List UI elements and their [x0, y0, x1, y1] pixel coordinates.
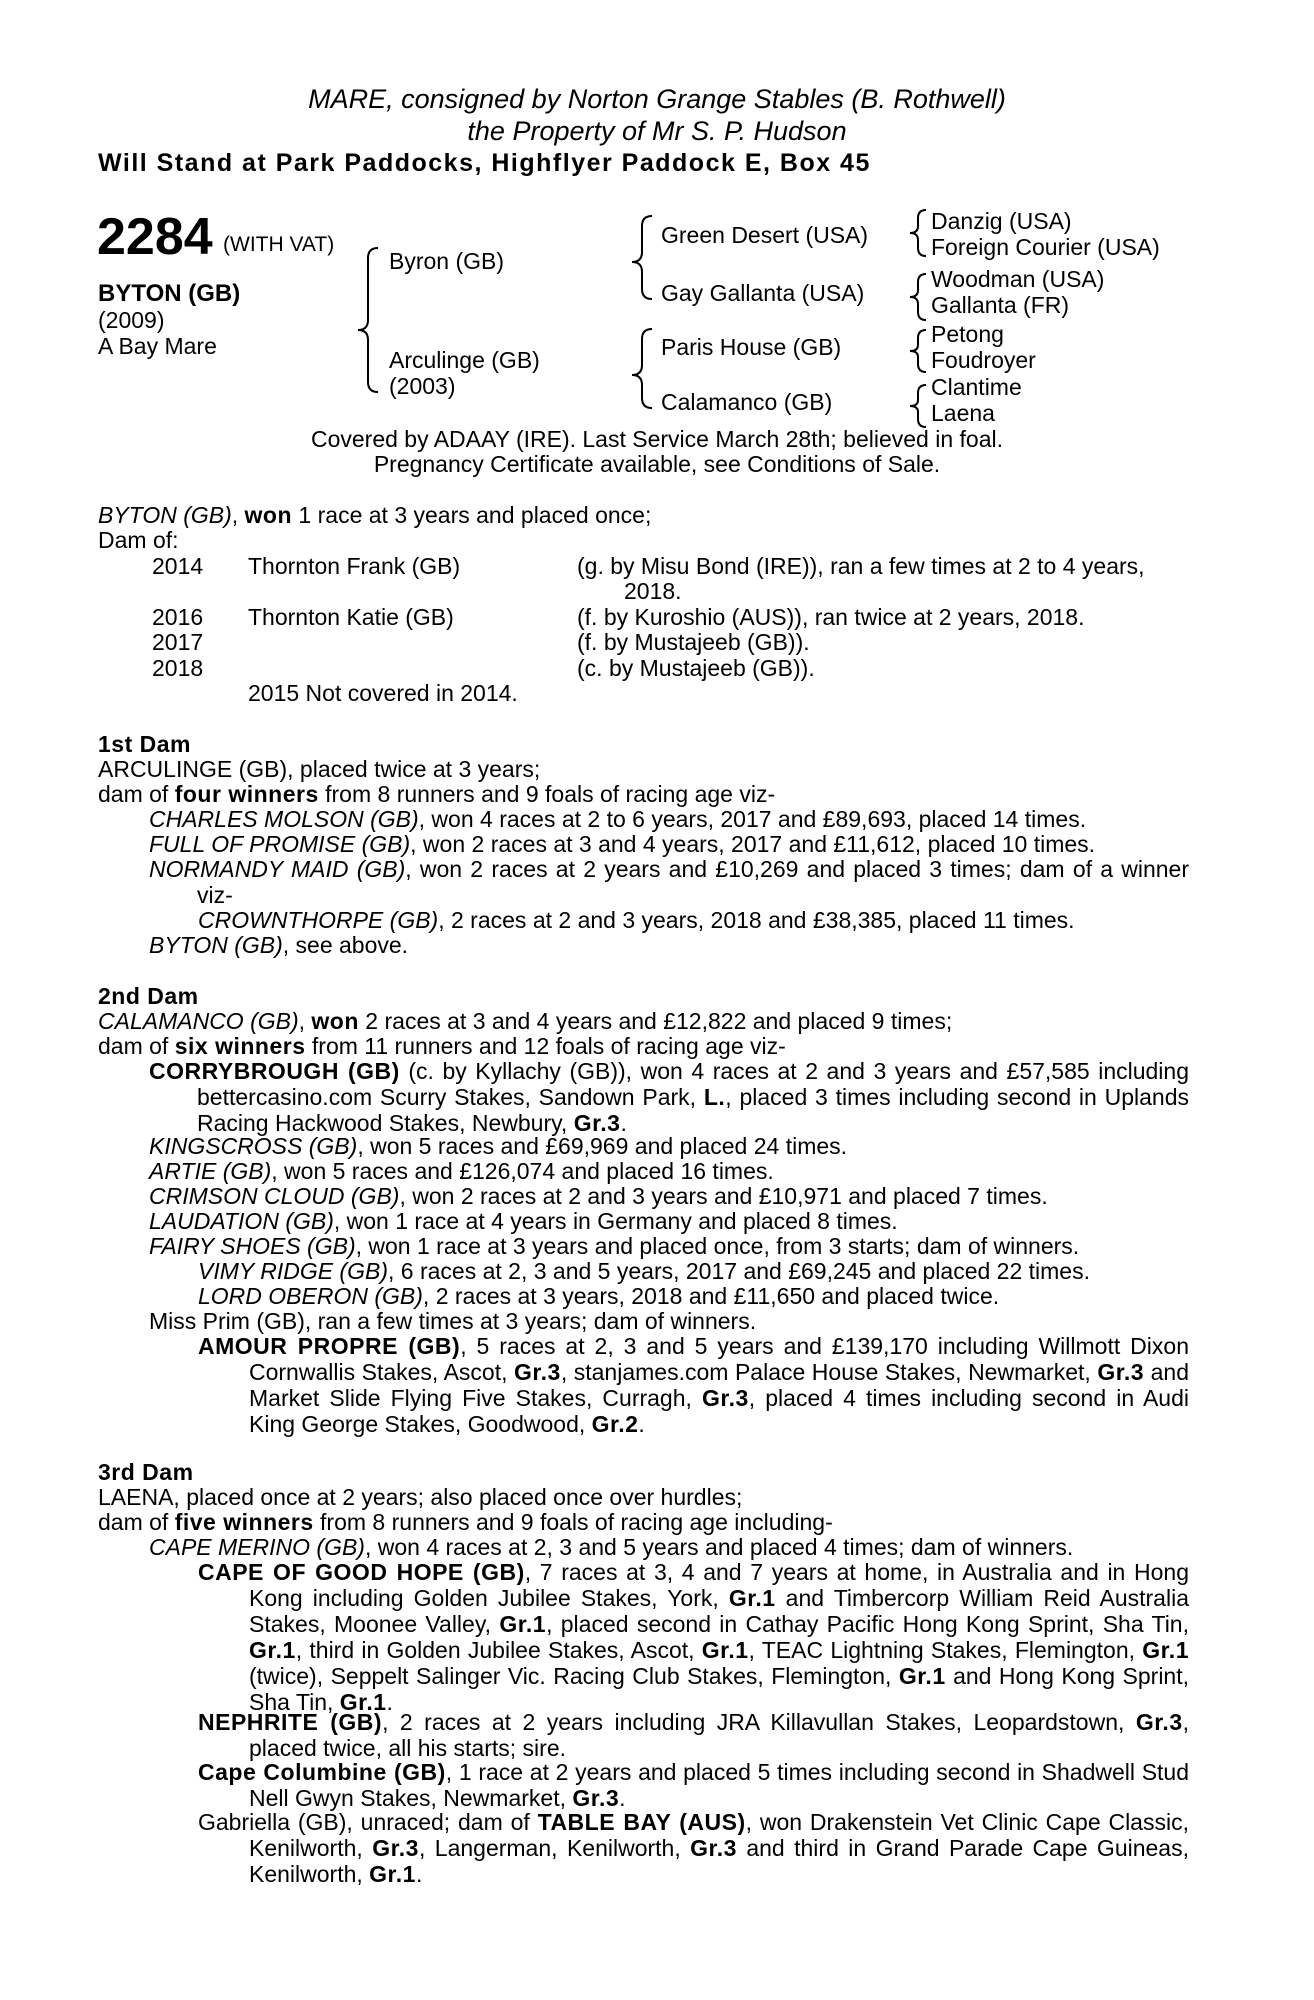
- horse-name: TABLE BAY (AUS): [537, 1809, 746, 1835]
- grade: Gr.1: [728, 1585, 776, 1611]
- second-dam-heading: 2nd Dam: [98, 983, 199, 1009]
- header-line-1: MARE, consigned by Norton Grange Stables (B. Rothwell): [308, 84, 1006, 114]
- produce-detail: (f. by Mustajeeb (GB)).: [577, 629, 810, 655]
- pedigree-dam-dam: Calamanco (GB): [661, 389, 833, 415]
- pedigree-sire-sire: Green Desert (USA): [661, 222, 869, 248]
- horse-name: KINGSCROSS (GB): [149, 1133, 358, 1159]
- text: and third in Grand Parade Cape Guineas, Kenilworth,: [249, 1835, 1189, 1887]
- second-dam-entry: [198, 1258, 1090, 1284]
- pedigree-ssd: Foreign Courier (USA): [931, 234, 1160, 260]
- horse-name: CALAMANCO (GB): [98, 1008, 299, 1034]
- first-dam-heading: 1st Dam: [98, 731, 191, 757]
- grade: Gr.3: [514, 1359, 561, 1385]
- grade: Gr.3: [702, 1385, 749, 1411]
- text: dam of: [98, 781, 175, 807]
- horse-name: BYTON (GB): [149, 932, 283, 958]
- horse-name: CHARLES MOLSON (GB): [149, 806, 419, 832]
- third-dam-heading: 3rd Dam: [98, 1459, 194, 1485]
- text: , 5 races at 2, 3 and 5 years and £139,170 including Willmott Dixon Cornwallis Stakes, Ascot,: [249, 1333, 1189, 1385]
- horse-name: ARTIE (GB): [149, 1158, 272, 1184]
- header-line-3: Will Stand at Park Paddocks, Highflyer Paddock E, Box 45: [98, 149, 871, 177]
- produce-year: 2014: [152, 553, 204, 579]
- grade: Gr.3: [573, 1110, 621, 1136]
- text: , placed 3 times including second in Uplands Racing Hackwood Stakes, Newbury,: [197, 1084, 1189, 1136]
- text: , won 1 race at 3 years and placed once, from 3 starts; dam of winners.: [355, 1233, 1080, 1259]
- lot-vat: (WITH VAT): [223, 233, 335, 256]
- text: , Langerman, Kenilworth,: [418, 1835, 691, 1861]
- won-label: won: [311, 1008, 359, 1034]
- horse-name: CROWNTHORPE (GB): [198, 907, 439, 933]
- text: , 2 races at 2 and 3 years, 2018 and £38,385, placed 11 times.: [438, 907, 1075, 933]
- horse-name: VIMY RIDGE (GB): [198, 1258, 388, 1284]
- text: .: [638, 1411, 645, 1437]
- third-dam-entry: [198, 1559, 1189, 1715]
- text: ,: [298, 1008, 312, 1034]
- horse-name: AMOUR PROPRE (GB): [198, 1333, 461, 1359]
- text: , placed twice, all his starts; sire.: [249, 1709, 1190, 1761]
- winners-count: six winners: [174, 1033, 306, 1059]
- horse-name: NEPHRITE (GB): [198, 1709, 383, 1735]
- produce-year: 2017: [152, 629, 204, 655]
- text: from 8 runners and 9 foals of racing age including-: [313, 1509, 833, 1535]
- text: , see above.: [282, 932, 409, 958]
- pedigree-sds: Woodman (USA): [931, 266, 1105, 292]
- record-line: BYTON (GB), won 1 race at 3 years and placed once;: [98, 502, 652, 528]
- third-dam-entry: [198, 1809, 1189, 1887]
- text: 2 races at 3 and 4 years and £12,822 and placed 9 times;: [358, 1008, 953, 1034]
- first-dam-entry: [149, 856, 1189, 908]
- text: , third in Golden Jubilee Stakes, Ascot,: [295, 1637, 702, 1663]
- grade: Gr.1: [701, 1637, 749, 1663]
- third-dam-entry: [149, 1534, 1073, 1560]
- second-dam-entry: [149, 1208, 898, 1234]
- grade: Gr.1: [499, 1611, 547, 1637]
- grade: Gr.1: [249, 1637, 296, 1663]
- text: (twice), Seppelt Salinger Vic. Racing Club Stakes, Flemington,: [249, 1663, 899, 1689]
- text: , 2 races at 2 years including JRA Killavullan Stakes, Leopardstown,: [382, 1709, 1136, 1735]
- first-dam-entry: [149, 831, 1095, 857]
- horse-name: LORD OBERON (GB): [198, 1283, 423, 1309]
- covered-line-2: Pregnancy Certificate available, see Conditions of Sale.: [373, 451, 941, 477]
- pedigree-ddd: Laena: [931, 400, 995, 426]
- produce-year: 2018: [152, 655, 204, 681]
- text: dam of: [98, 1509, 175, 1535]
- text: .: [620, 1110, 627, 1136]
- pedigree-sss: Danzig (USA): [931, 208, 1072, 234]
- text: , won 5 races and £69,969 and placed 24 times.: [357, 1133, 848, 1159]
- record-won: won: [244, 502, 293, 528]
- produce-detail: (g. by Misu Bond (IRE)), ran a few times at 2 to 4 years,: [577, 553, 1145, 579]
- grade: Gr.3: [1135, 1709, 1183, 1735]
- text: , won 2 races at 2 years and £10,269 and placed 3 times; dam of a winner viz-: [197, 856, 1189, 908]
- produce-name: Thornton Katie (GB): [248, 604, 454, 630]
- text: from 8 runners and 9 foals of racing age viz-: [318, 781, 776, 807]
- second-dam-line-1: [98, 1008, 952, 1034]
- text: (c. by Kyllachy (GB)), won 4 races at 2 and 3 years and £57,585 including bettercasino.com Scurry Stakes, Sandown Park,: [197, 1058, 1189, 1110]
- text: dam of: [98, 1033, 175, 1059]
- text: , 1 race at 2 years and placed 5 times including second in Shadwell Stud Nell Gwyn Stakes, Newmarket,: [249, 1759, 1190, 1811]
- grade: L.: [703, 1084, 726, 1110]
- grade: Gr.3: [372, 1835, 419, 1861]
- horse-name: CAPE MERINO (GB): [149, 1534, 365, 1560]
- lot-year: (2009): [98, 307, 165, 333]
- covered-line-1: Covered by ADAAY (IRE). Last Service March 28th; believed in foal.: [310, 426, 1004, 452]
- not-covered-note: 2015 Not covered in 2014.: [248, 680, 518, 706]
- pedigree-sire: Byron (GB): [389, 248, 505, 274]
- second-dam-line-2: [98, 1033, 786, 1059]
- record-name: BYTON (GB): [98, 502, 232, 528]
- third-dam-line-2: [98, 1509, 833, 1535]
- text: .: [415, 1861, 423, 1887]
- horse-name: Cape Columbine (GB): [198, 1759, 446, 1785]
- horse-name: CAPE OF GOOD HOPE (GB): [198, 1559, 525, 1585]
- second-dam-entry: [149, 1233, 1079, 1259]
- second-dam-entry: [149, 1133, 847, 1159]
- second-dam-entry: Miss Prim (GB), ran a few times at 3 years; dam of winners.: [149, 1308, 757, 1334]
- second-dam-entry: [149, 1158, 774, 1184]
- text: and Market Slide Flying Five Stakes, Curragh,: [249, 1359, 1189, 1411]
- horse-name: FULL OF PROMISE (GB): [149, 831, 411, 857]
- second-dam-entry: [149, 1058, 1189, 1136]
- grade: Gr.1: [339, 1689, 387, 1715]
- record-rest: 1 race at 3 years and placed once;: [292, 502, 652, 528]
- second-dam-entry: [198, 1283, 999, 1309]
- text: , won 4 races at 2 to 6 years, 2017 and £89,693, placed 14 times.: [418, 806, 1087, 832]
- text: , TEAC Lightning Stakes, Flemington,: [748, 1637, 1143, 1663]
- grade: Gr.2: [591, 1411, 639, 1437]
- text: and Timbercorp William Reid Australia Stakes, Moonee Valley,: [249, 1585, 1189, 1637]
- winners-count: four winners: [174, 781, 319, 807]
- text: , won 2 races at 3 and 4 years, 2017 and £11,612, placed 10 times.: [410, 831, 1096, 857]
- text: from 11 runners and 12 foals of racing age viz-: [305, 1033, 786, 1059]
- produce-detail-cont: 2018.: [624, 578, 682, 604]
- text: , won 2 races at 2 and 3 years and £10,971 and placed 7 times.: [399, 1183, 1048, 1209]
- text: , won 1 race at 4 years in Germany and placed 8 times.: [333, 1208, 898, 1234]
- first-dam-line-1: ARCULINGE (GB), placed twice at 3 years;: [98, 756, 541, 782]
- text: , won 5 races and £126,074 and placed 16 times.: [271, 1158, 774, 1184]
- lot-description: A Bay Mare: [98, 333, 217, 359]
- lot-name: BYTON (GB): [98, 280, 241, 307]
- pedigree-dam-sire: Paris House (GB): [661, 334, 842, 360]
- text: , placed second in Cathay Pacific Hong Kong Sprint, Sha Tin,: [546, 1611, 1189, 1637]
- lot-number: 2284: [97, 208, 213, 266]
- text: , 2 races at 3 years, 2018 and £11,650 and placed twice.: [422, 1283, 1000, 1309]
- horse-name: NORMANDY MAID (GB): [149, 856, 406, 882]
- horse-name: FAIRY SHOES (GB): [149, 1233, 356, 1259]
- pedigree-dds: Clantime: [931, 374, 1022, 400]
- grade: Gr.3: [690, 1835, 737, 1861]
- text: , won Drakenstein Vet Clinic Cape Classic, Kenilworth,: [249, 1809, 1189, 1861]
- produce-year: 2016: [152, 604, 204, 630]
- first-dam-entry: [149, 806, 1086, 832]
- pedigree-dsd: Foudroyer: [931, 347, 1036, 373]
- produce-detail: (f. by Kuroshio (AUS)), ran twice at 2 years, 2018.: [577, 604, 1085, 630]
- text: , 6 races at 2, 3 and 5 years, 2017 and £69,245 and placed 22 times.: [388, 1258, 1090, 1284]
- grade: Gr.1: [1142, 1637, 1189, 1663]
- third-dam-entry: [198, 1759, 1189, 1811]
- second-dam-entry: [198, 1333, 1189, 1437]
- text: , 7 races at 3, 4 and 7 years at home, in Australia and in Hong Kong including Golden Jubilee Stakes, York,: [249, 1559, 1189, 1611]
- grade: Gr.1: [898, 1663, 946, 1689]
- pedigree-sdd: Gallanta (FR): [931, 292, 1070, 318]
- first-dam-entry: [149, 932, 408, 958]
- produce-name: Thornton Frank (GB): [248, 553, 461, 579]
- text: , placed 4 times including second in Audi King George Stakes, Goodwood,: [249, 1385, 1189, 1437]
- third-dam-entry: [198, 1709, 1189, 1761]
- text: and Hong Kong Sprint, Sha Tin,: [249, 1663, 1189, 1715]
- pedigree-braces: [0, 0, 1314, 430]
- horse-name: LAUDATION (GB): [149, 1208, 334, 1234]
- grade: Gr.1: [369, 1861, 416, 1887]
- pedigree-dam-year: (2003): [389, 373, 456, 399]
- horse-name: CORRYBROUGH (GB): [149, 1058, 400, 1084]
- first-dam-line-2: [98, 781, 775, 807]
- pedigree-dam: Arculinge (GB): [389, 347, 540, 373]
- text: Gabriella (GB), unraced; dam of: [198, 1809, 538, 1835]
- dam-of-label: Dam of:: [98, 527, 179, 553]
- horse-name: CRIMSON CLOUD (GB): [149, 1183, 400, 1209]
- produce-detail: (c. by Mustajeeb (GB)).: [577, 655, 815, 681]
- grade: Gr.3: [1097, 1359, 1145, 1385]
- text: , stanjames.com Palace House Stakes, Newmarket,: [560, 1359, 1098, 1385]
- text: .: [386, 1689, 393, 1715]
- text: .: [619, 1785, 626, 1811]
- second-dam-entry: [149, 1183, 1048, 1209]
- pedigree-dss: Petong: [931, 321, 1004, 347]
- header-line-2: the Property of Mr S. P. Hudson: [467, 116, 847, 146]
- pedigree-sire-dam: Gay Gallanta (USA): [661, 280, 865, 306]
- text: , won 4 races at 2, 3 and 5 years and placed 4 times; dam of winners.: [364, 1534, 1074, 1560]
- winners-count: five winners: [174, 1509, 314, 1535]
- first-dam-entry: [198, 907, 1075, 933]
- grade: Gr.3: [572, 1785, 620, 1811]
- third-dam-line-1: LAENA, placed once at 2 years; also placed once over hurdles;: [98, 1484, 743, 1510]
